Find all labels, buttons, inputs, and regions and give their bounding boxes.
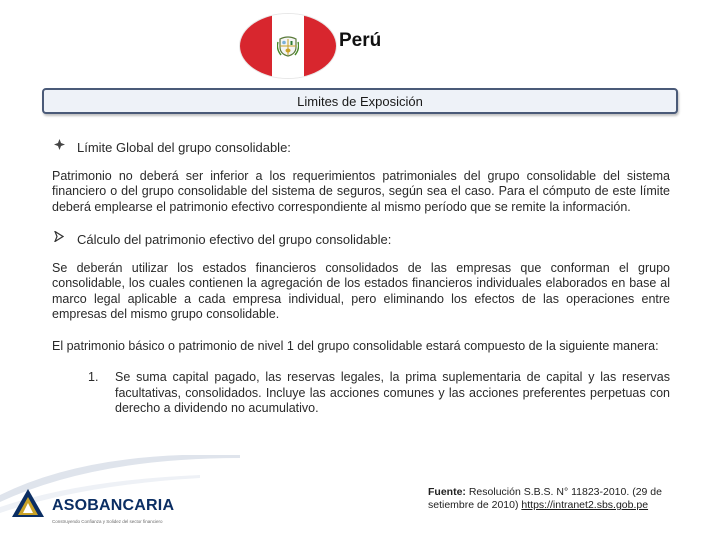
flag-red-stripe-left <box>240 14 272 78</box>
paragraph-limite-global: Patrimonio no deberá ser inferior a los requerimientos patrimoniales del grupo consolidable del sistema financiero o del grupo consolidable del sistema de seguros, según sea el caso. Para el cómputo de este límite deberá emplearse el patrimonio efectivo correspondiente al mismo período que se remite la información. <box>52 168 670 214</box>
flag-red-stripe-right <box>304 14 336 78</box>
country-title: Perú <box>339 30 382 51</box>
flag-white-stripe <box>272 14 304 78</box>
paragraph-patrimonio-basico: El patrimonio básico o patrimonio de nivel 1 del grupo consolidable estará compuesto de la siguiente manera: <box>52 338 659 353</box>
list-item-text: Se suma capital pagado, las reservas legales, la prima suplementaria de capital y las reservas facultativas, consolidados. Incluye las acciones comunes y las acciones preferentes perpetuas con derecho a dividendo no acumulativo. <box>115 370 670 415</box>
logo-tagline: Construyendo Confianza y Solidez del sector financiero <box>52 519 163 524</box>
section-title: Limites de Exposición <box>297 93 423 109</box>
asobancaria-logo <box>0 455 240 540</box>
heading-text: Límite Global del grupo consolidable: <box>77 139 291 155</box>
section-title-bar <box>42 88 678 114</box>
arrow-bullet-icon <box>54 231 74 248</box>
heading-calculo-patrimonio <box>52 231 670 248</box>
coat-of-arms-icon <box>277 35 299 57</box>
peru-flag-icon <box>240 14 336 78</box>
source-link[interactable]: https://intranet2.sbs.gob.pe <box>521 499 649 511</box>
content-body <box>52 139 670 417</box>
heading-limite-global <box>52 139 670 156</box>
source-label: Fuente: <box>428 486 466 498</box>
diamond-bullet-icon <box>54 139 74 156</box>
list-item-number: 1. <box>88 370 99 384</box>
source-text: Resolución S.B.S. N° 11823-2010. (29 de setiembre de 2010) <box>428 486 662 511</box>
logo-name: ASOBANCARIA <box>52 497 175 514</box>
heading-text: Cálculo del patrimonio efectivo del grupo consolidable: <box>77 231 392 247</box>
paragraph-calculo-patrimonio: Se deberán utilizar los estados financieros consolidados de las empresas que conforman el grupo consolidable, los cuales contienen la agregación de los estados financieros individuales elaborados en base al marco legal aplicable a cada empresa individual, pero eliminando los efectos de las operaciones entre empresas del mismo grupo consolidable. <box>52 260 670 321</box>
list-item <box>88 370 670 417</box>
source-note <box>428 486 684 512</box>
